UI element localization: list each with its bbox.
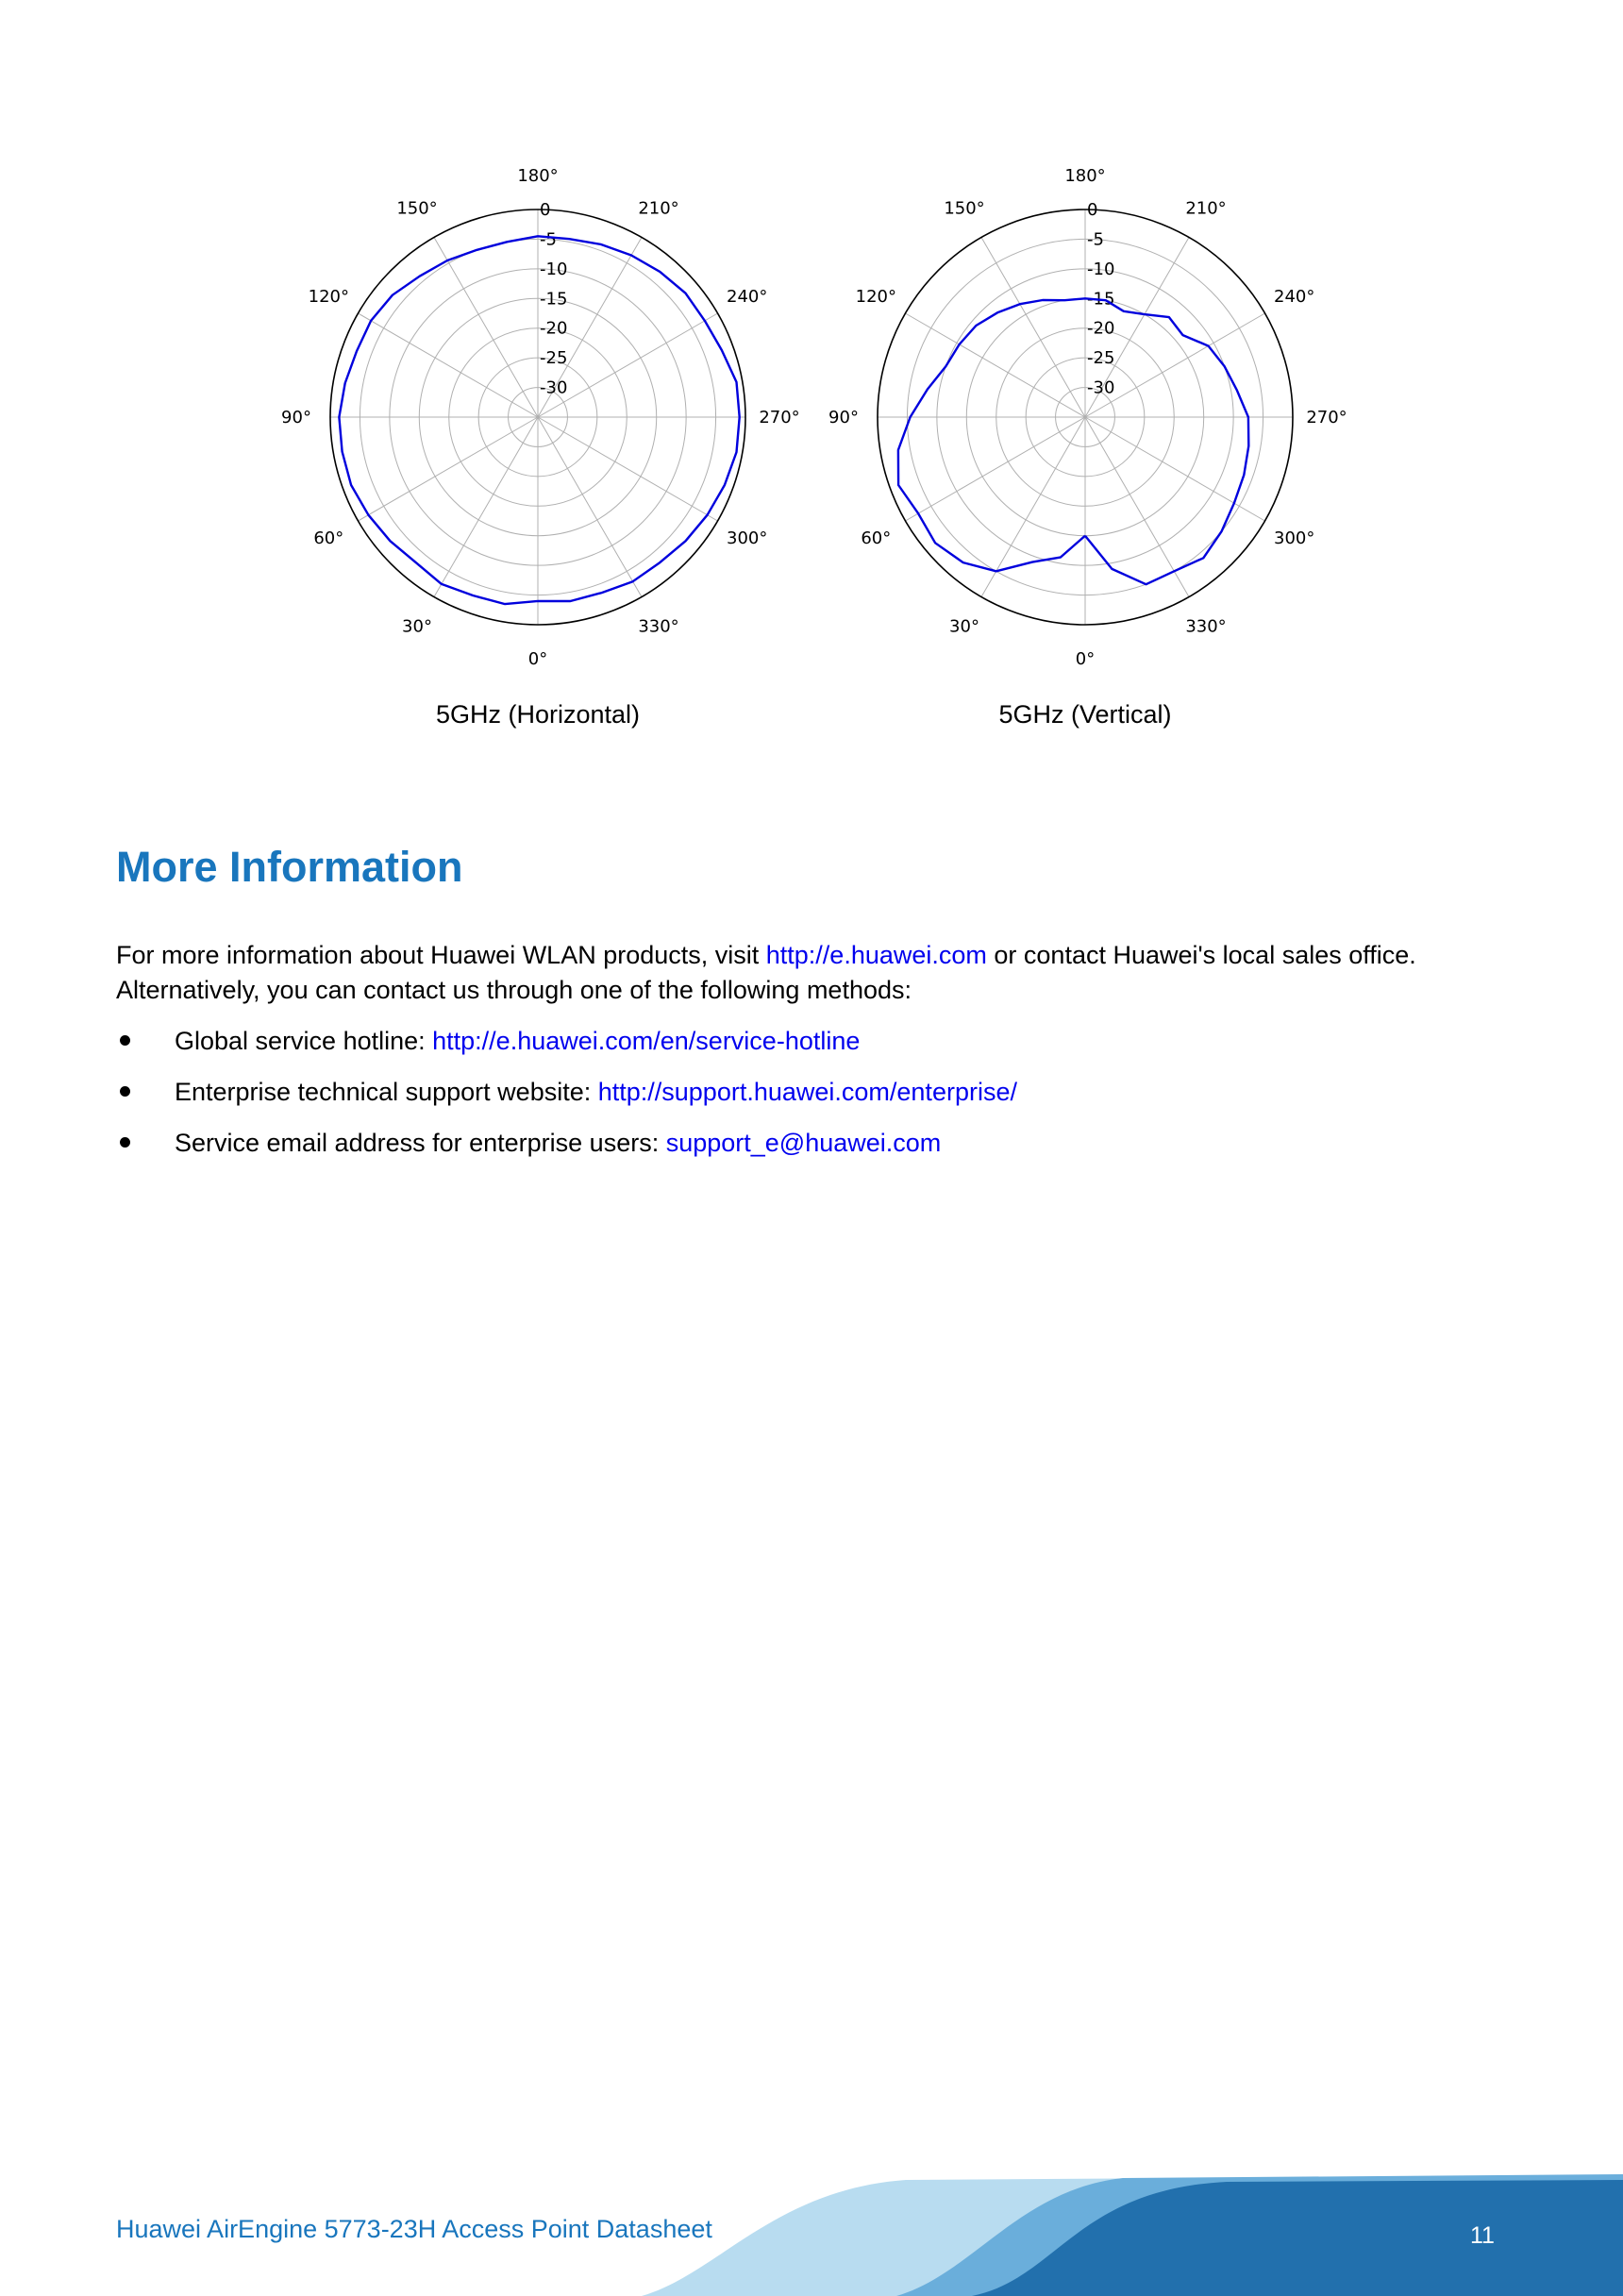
polar-plot-horizontal xyxy=(281,160,800,689)
angle-tick-label: 210° xyxy=(1185,198,1227,219)
angle-tick-label: 150° xyxy=(396,198,438,219)
angle-tick-label: 30° xyxy=(402,616,432,637)
intro-paragraph xyxy=(116,938,1513,1008)
antenna-pattern-vertical xyxy=(828,160,1347,729)
radial-tick-label: 0 xyxy=(1087,200,1098,220)
section-title: More Information xyxy=(116,843,463,891)
angular-grid-line xyxy=(1085,417,1189,597)
bullet-label: Enterprise technical support website: xyxy=(175,1078,598,1106)
angle-tick-label: 180° xyxy=(1064,166,1106,186)
bullet-icon xyxy=(120,1035,130,1046)
angular-grid-line xyxy=(434,417,538,597)
intro-text-2: or contact Huawei's local sales office. Alternatively, you can contact us through one of the following methods: xyxy=(116,941,1416,1004)
angle-tick-label: 90° xyxy=(281,408,311,427)
angle-tick-label: 120° xyxy=(855,287,896,307)
radial-tick-label: -25 xyxy=(540,348,568,369)
angle-tick-label: 330° xyxy=(638,616,679,637)
angular-grid-line xyxy=(358,313,538,417)
antenna-pattern-horizontal xyxy=(281,160,800,729)
angular-grid-line xyxy=(538,417,718,521)
angular-grid-line xyxy=(538,417,642,597)
angular-grid-line xyxy=(1085,417,1265,521)
angular-grid-line xyxy=(981,237,1085,417)
angle-tick-label: 240° xyxy=(1274,287,1315,307)
radial-tick-label: -15 xyxy=(540,289,568,310)
radial-tick-label: -20 xyxy=(540,318,568,339)
bullet-icon xyxy=(120,1086,130,1097)
angular-grid-line xyxy=(905,313,1085,417)
angle-tick-label: 180° xyxy=(517,166,559,186)
angle-tick-label: 330° xyxy=(1185,616,1227,637)
chart-caption-vertical: 5GHz (Vertical) xyxy=(998,700,1172,729)
angle-tick-label: 150° xyxy=(944,198,985,219)
angular-grid-line xyxy=(358,417,538,521)
support-email-link[interactable]: support_e@huawei.com xyxy=(665,1129,942,1157)
angular-grid-line xyxy=(905,417,1085,521)
radial-tick-label: -10 xyxy=(1087,259,1115,279)
angle-tick-label: 300° xyxy=(727,528,768,548)
service-hotline-link[interactable]: http://e.huawei.com/en/service-hotline xyxy=(432,1027,861,1055)
footer-title: Huawei AirEngine 5773-23H Access Point Datasheet xyxy=(116,2215,712,2243)
angle-tick-label: 300° xyxy=(1274,528,1315,548)
radial-tick-label: -5 xyxy=(540,229,557,250)
huawei-website-link[interactable]: http://e.huawei.com xyxy=(765,941,987,969)
radial-tick-label: 0 xyxy=(540,200,551,220)
angle-tick-label: 210° xyxy=(638,198,679,219)
polar-plot-vertical xyxy=(828,160,1347,689)
radial-tick-label: -5 xyxy=(1087,229,1104,250)
angle-tick-label: 270° xyxy=(1306,408,1347,427)
angular-grid-line xyxy=(434,237,538,417)
radial-tick-label: -25 xyxy=(1087,348,1115,369)
intro-text-1: For more information about Huawei WLAN products, visit xyxy=(116,941,766,969)
bullet-label: Global service hotline: xyxy=(175,1027,433,1055)
radial-tick-label: -30 xyxy=(1087,377,1115,398)
support-website-link[interactable]: http://support.huawei.com/enterprise/ xyxy=(597,1078,1017,1106)
angle-tick-label: 90° xyxy=(828,408,859,427)
angle-tick-label: 270° xyxy=(759,408,800,427)
angle-tick-label: 0° xyxy=(527,649,548,669)
radial-tick-label: -20 xyxy=(1087,318,1115,339)
pattern-series-line xyxy=(898,298,1248,584)
page-number: 11 xyxy=(1470,2222,1495,2249)
angle-tick-label: 30° xyxy=(949,616,979,637)
angle-tick-label: 0° xyxy=(1075,649,1096,669)
radial-tick-label: -30 xyxy=(540,377,568,398)
radial-tick-label: -10 xyxy=(540,259,568,279)
page-footer xyxy=(0,2170,1623,2296)
angle-tick-label: 120° xyxy=(308,287,349,307)
bullet-icon xyxy=(120,1137,130,1148)
angle-tick-label: 240° xyxy=(727,287,768,307)
bullet-label: Service email address for enterprise users: xyxy=(175,1129,666,1157)
angle-tick-label: 60° xyxy=(313,528,344,548)
angle-tick-label: 60° xyxy=(861,528,892,548)
chart-caption-horizontal: 5GHz (Horizontal) xyxy=(435,700,641,729)
radial-tick-label: -15 xyxy=(1087,289,1115,310)
